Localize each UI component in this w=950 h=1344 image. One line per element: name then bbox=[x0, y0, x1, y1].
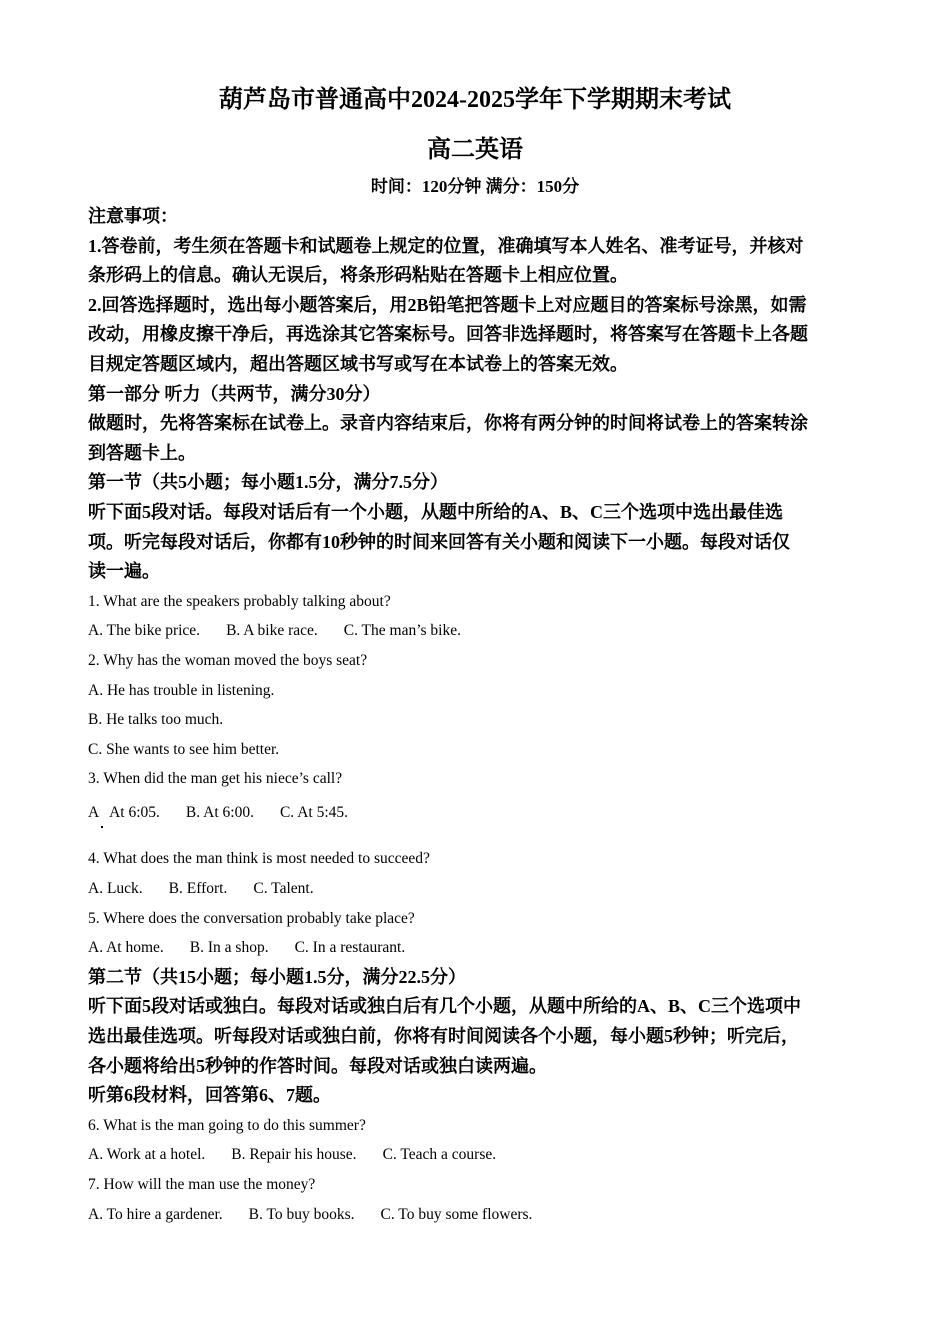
question-6-stem: 6. What is the man going to do this summer? bbox=[88, 1116, 366, 1134]
part1-intro-line2: 到答题卡上。 bbox=[88, 442, 196, 463]
q4-option-b: B. Effort. bbox=[168, 880, 228, 898]
question-2-stem: 2. Why has the woman moved the boys seat? bbox=[88, 651, 368, 669]
question-4-stem: 4. What does the man think is most needed to succeed? bbox=[88, 850, 430, 868]
material-6-heading: 听第6段材料，回答第6、7题。 bbox=[88, 1085, 331, 1106]
part1-heading: 第一部分 听力（共两节，满分30分） bbox=[88, 383, 381, 404]
section1-heading: 第一节（共5小题；每小题1.5分，满分7.5分） bbox=[88, 472, 448, 493]
section2-intro-line2: 选出最佳选项。听每段对话或独白前，你将有时间阅读各个小题，每小题5秒钟；听完后， bbox=[88, 1026, 799, 1047]
q7-option-a: A. To hire a gardener. bbox=[88, 1205, 223, 1223]
q2-option-c: C. She wants to see him better. bbox=[88, 740, 280, 758]
part1-intro-line1: 做题时，先将答案标在试卷上。录音内容结束后，你将有两分钟的时间将试卷上的答案转涂 bbox=[88, 413, 808, 434]
q6-option-c: C. Teach a course. bbox=[382, 1146, 497, 1164]
q3-option-c: C. At 5:45. bbox=[279, 803, 349, 821]
notice-item2-line3: 目规定答题区域内，超出答题区域书写或写在本试卷上的答案无效。 bbox=[88, 353, 628, 374]
question-6-options bbox=[88, 1140, 868, 1170]
q3-option-b: B. At 6:00. bbox=[185, 803, 254, 821]
q4-option-a: A. Luck. bbox=[88, 880, 143, 898]
q1-option-b: B. A bike race. bbox=[226, 622, 318, 640]
spacer bbox=[88, 827, 868, 844]
notice-item1-line2: 条形码上的信息。确认无误后，将条形码粘贴在答题卡上相应位置。 bbox=[88, 265, 628, 286]
section2-heading: 第二节（共15小题；每小题1.5分，满分22.5分） bbox=[88, 966, 466, 987]
section2-intro-line1: 听下面5段对话或独白。每段对话或独白后有几个小题，从题中所给的A、B、C三个选项中 bbox=[88, 996, 801, 1017]
q7-option-c: C. To buy some flowers. bbox=[380, 1205, 533, 1223]
question-3-stem: 3. When did the man get his niece’s call? bbox=[88, 770, 343, 788]
notice-item1-line1: 1.答卷前，考生须在答题卡和试题卷上规定的位置，准确填写本人姓名、准考证号，并核对 bbox=[88, 235, 804, 256]
notice-heading: 注意事项： bbox=[88, 206, 178, 226]
question-7-options bbox=[88, 1200, 868, 1230]
q5-option-b: B. In a shop. bbox=[189, 939, 269, 957]
q1-option-c: C. The man’s bike. bbox=[343, 622, 461, 640]
q2-option-b: B. He talks too much. bbox=[88, 711, 224, 729]
exam-body bbox=[88, 202, 868, 1229]
question-5-options bbox=[88, 933, 868, 963]
q6-option-a: A. Work at a hotel. bbox=[88, 1146, 206, 1164]
exam-subject: 高二英语 bbox=[427, 137, 523, 163]
q6-option-b: B. Repair his house. bbox=[231, 1146, 357, 1164]
q2-option-a: A. He has trouble in listening. bbox=[88, 681, 275, 699]
stray-dot-mark bbox=[101, 826, 103, 828]
question-7-stem: 7. How will the man use the money? bbox=[88, 1176, 316, 1193]
section2-intro-line3: 各小题将给出5秒钟的作答时间。每段对话或独白读两遍。 bbox=[88, 1055, 547, 1076]
notice-item2-line1: 2.回答选择题时，选出每小题答案后，用2B铅笔把答题卡上对应题目的答案标号涂黑，如需 bbox=[88, 294, 807, 315]
section1-intro-line1: 听下面5段对话。每段对话后有一个小题，从题中所给的A、B、C三个选项中选出最佳选 bbox=[88, 501, 783, 522]
q5-option-a: A. At home. bbox=[88, 939, 164, 957]
section1-intro-line3: 读一遍。 bbox=[88, 561, 160, 582]
q7-option-b: B. To buy books. bbox=[248, 1205, 355, 1223]
q1-option-a: A. The bike price. bbox=[88, 622, 201, 640]
q4-option-c: C. Talent. bbox=[253, 880, 314, 898]
question-5-stem: 5. Where does the conversation probably take place? bbox=[88, 909, 415, 927]
q3-option-a: A At 6:05. bbox=[88, 803, 160, 821]
section1-intro-line2: 项。听完每段对话后，你都有10秒钟的时间来回答有关小题和阅读下一小题。每段对话仅 bbox=[88, 531, 790, 552]
question-3-options bbox=[88, 798, 868, 828]
question-1-stem: 1. What are the speakers probably talking about? bbox=[88, 592, 391, 610]
question-1-options bbox=[88, 616, 868, 646]
notice-item2-line2: 改动，用橡皮擦干净后，再选涂其它答案标号。回答非选择题时，将答案写在答题卡上各题 bbox=[88, 324, 808, 345]
q5-option-c: C. In a restaurant. bbox=[294, 939, 406, 957]
exam-time-info: 时间：120分钟 满分：150分 bbox=[370, 177, 580, 196]
question-4-options bbox=[88, 874, 868, 904]
exam-title: 葫芦岛市普通高中2024-2025学年下学期期末考试 bbox=[219, 87, 731, 113]
